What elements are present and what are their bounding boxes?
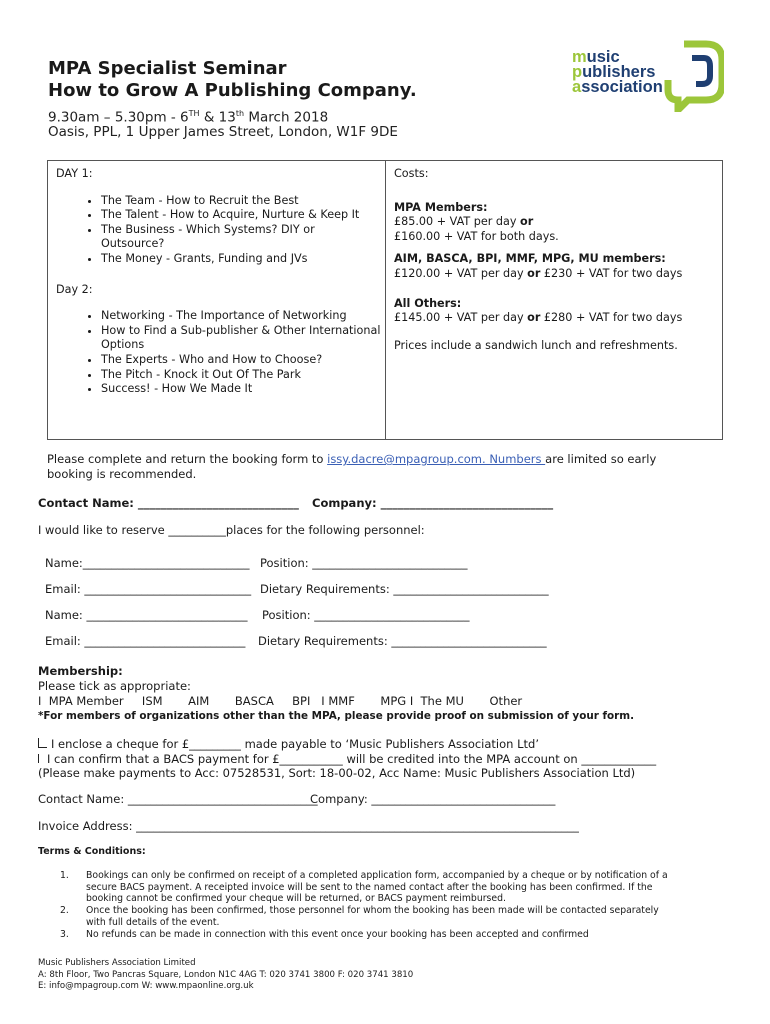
invoice-address-field[interactable]: Invoice Address: _____________________________________________________________________________ — [38, 819, 579, 833]
list-item: • The Pitch - Knock it Out Of The Park — [101, 368, 381, 383]
day1-label: DAY 1: — [56, 167, 93, 180]
booking-email-link[interactable]: issy.dacre@mpagroup.com. Numbers — [327, 452, 546, 466]
email-field-2[interactable]: Email: ____________________________ — [45, 634, 246, 648]
others-price: £145.00 + VAT per day or £280 + VAT for two days — [394, 311, 683, 325]
list-item — [60, 870, 730, 905]
term-line: Once the booking has been confirmed, those personnel for whom the booking has been made will be contacted separately — [86, 905, 659, 917]
membership-label: Membership: — [38, 664, 123, 678]
schedule-time: 9.30am – 5.30pm - 6 — [48, 109, 189, 126]
intro-text-c: booking is recommended. — [47, 467, 197, 481]
cheque-option[interactable] — [38, 737, 539, 751]
schedule-sup-2: th — [235, 109, 245, 118]
list-item: • Success! - How We Made It — [101, 382, 381, 397]
list-item — [60, 905, 730, 928]
name-field-2[interactable]: Name: ____________________________ — [45, 608, 248, 622]
term-line: booking cannot be confirmed your cheque will be returned, or BACS payment reimbursed. — [86, 893, 506, 905]
mpa-members-label: MPA Members: — [394, 200, 488, 214]
email-field-1[interactable]: Email: _____________________________ — [45, 582, 252, 596]
terms-label: Terms & Conditions: — [38, 846, 146, 857]
list-item: • The Team - How to Recruit the Best — [101, 194, 381, 209]
footer-contact: E: info@mpagroup.com W: www.mpaonline.org.uk — [38, 981, 254, 992]
box-divider — [385, 161, 386, 439]
schedule-end: March 2018 — [244, 109, 329, 126]
payment-company-field[interactable]: Company: ________________________________ — [310, 792, 556, 806]
others-label: All Others: — [394, 296, 462, 310]
list-item — [60, 929, 730, 941]
term-line: No refunds can be made in connection with this event once your booking has been accepted and confirmed — [86, 928, 589, 940]
day2-label: Day 2: — [56, 282, 93, 296]
intro-text-b: are limited so early — [545, 452, 657, 466]
terms-list — [60, 870, 730, 940]
footer-address: A: 8th Floor, Two Pancras Square, London N1C 4AG T: 020 3741 3800 F: 020 3741 3810 — [38, 969, 414, 980]
logo-letter-p: p — [572, 63, 583, 81]
cheque-text: I enclose a cheque for £_________ made payable to ‘Music Publishers Association Ltd’ — [51, 737, 539, 751]
logo-text — [572, 50, 663, 95]
logo-letter-a: a — [572, 78, 582, 96]
booking-intro — [47, 452, 727, 482]
membership-instruction: Please tick as appropriate: — [38, 679, 191, 693]
term-line: secure BACS payment. A receipted invoice will be sent to the named contact after the booking has been confirmed. If the — [86, 881, 653, 893]
costs-column — [394, 167, 714, 353]
term-number: 3. — [60, 928, 69, 940]
schedule-mid: & 13 — [199, 109, 236, 126]
term-line: with full details of the event. — [86, 916, 220, 928]
logo-word-music: usic — [586, 48, 620, 66]
bank-details: (Please make payments to Acc: 07528531, Sort: 18-00-02, Acc Name: Music Publishers Association Ltd) — [38, 766, 636, 780]
logo-swoosh-blue — [692, 58, 710, 84]
title-line-2: How to Grow A Publishing Company. — [48, 80, 417, 101]
bacs-text: I can confirm that a BACS payment for £___________ will be credited into the MPA account on _____________ — [47, 752, 657, 766]
logo-letter-m: m — [572, 48, 587, 66]
mpa-logo — [556, 40, 724, 112]
logo-word-association: ssociation — [581, 78, 663, 96]
schedule-sup-1: TH — [188, 109, 200, 118]
bacs-checkbox[interactable] — [38, 754, 39, 763]
logo-swoosh-green — [668, 44, 722, 110]
mpa-members-price-both: £160.00 + VAT for both days. — [394, 229, 559, 243]
program-column — [56, 167, 381, 409]
price-note: Prices include a sandwich lunch and refreshments. — [394, 338, 678, 352]
logo-word-publishers: ublishers — [582, 63, 656, 81]
title-line-1: MPA Specialist Seminar — [48, 58, 287, 79]
list-item: • The Business - Which Systems? DIY or Outsource? — [101, 223, 381, 252]
name-field-1[interactable]: Name:_____________________________ — [45, 556, 250, 570]
program-costs-box — [47, 160, 723, 440]
bacs-option[interactable] — [38, 752, 656, 766]
payment-contact-name-field[interactable]: Contact Name: _________________________________ — [38, 792, 318, 806]
reserve-places-field[interactable]: I would like to reserve __________places for the following personnel: — [38, 523, 425, 537]
intro-text-a: Please complete and return the booking form to — [47, 452, 328, 466]
costs-label: Costs: — [394, 167, 429, 180]
list-item: • The Money - Grants, Funding and JVs — [101, 252, 381, 267]
list-item: • How to Find a Sub-publisher & Other International Options — [101, 324, 381, 353]
cheque-checkbox[interactable] — [38, 738, 47, 748]
term-number: 2. — [60, 905, 69, 917]
footer-company: Music Publishers Association Limited — [38, 958, 196, 968]
mpa-members-price-day: £85.00 + VAT per day or — [394, 215, 534, 229]
page-title — [48, 58, 417, 102]
company-field[interactable]: Company: ______________________________ — [312, 496, 554, 510]
partner-members-label: AIM, BASCA, BPI, MMF, MPG, MU members: — [394, 252, 666, 266]
position-field-2[interactable]: Position: ___________________________ — [262, 608, 470, 622]
term-line: Bookings can only be confirmed on receipt of a completed application form, accompanied by a cheque or by notification of a — [86, 870, 668, 881]
event-venue: Oasis, PPL, 1 Upper James Street, London, W1F 9DE — [48, 124, 398, 140]
dietary-field-1[interactable]: Dietary Requirements: ___________________________ — [260, 582, 549, 596]
list-item: • Networking - The Importance of Networking — [101, 309, 381, 324]
list-item: • The Experts - Who and How to Choose? — [101, 353, 381, 368]
position-field-1[interactable]: Position: ___________________________ — [260, 556, 468, 570]
list-item: • The Talent - How to Acquire, Nurture & Keep It — [101, 208, 381, 223]
term-number: 1. — [60, 870, 69, 881]
day1-list — [56, 194, 381, 267]
footer — [38, 958, 413, 993]
membership-note: *For members of organizations other than the MPA, please provide proof on submission of your form. — [38, 710, 635, 722]
dietary-field-2[interactable]: Dietary Requirements: ___________________________ — [258, 634, 547, 648]
contact-name-field[interactable]: Contact Name: ____________________________ — [38, 496, 299, 510]
partner-members-price: £120.00 + VAT per day or £230 + VAT for two days — [394, 266, 683, 280]
membership-options[interactable]: I MPA Member ISM AIM BASCA BPI I MMF MPG I The MU Other — [38, 694, 523, 708]
day2-list — [56, 309, 381, 397]
